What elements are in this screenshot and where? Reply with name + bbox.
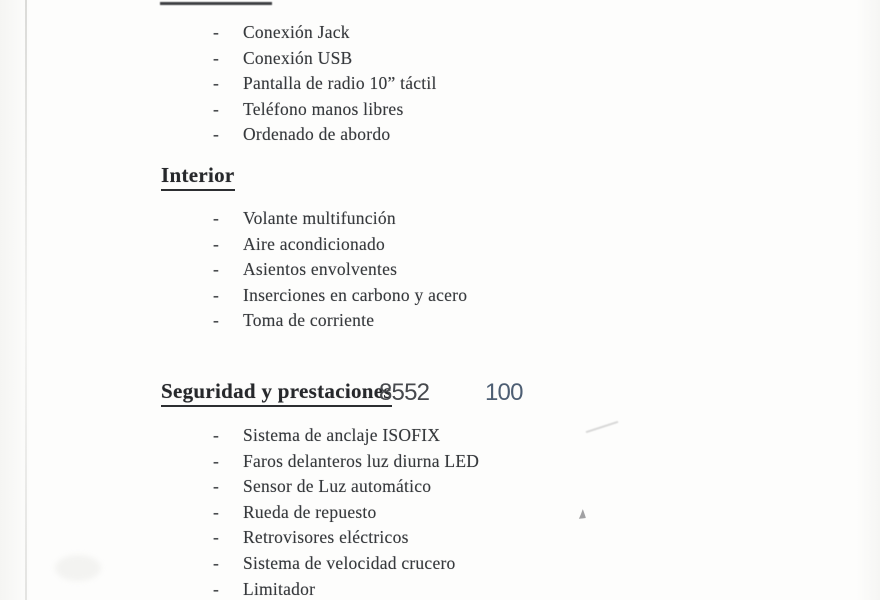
list-item [213,257,467,283]
bullet-dash: - [213,124,220,145]
list-item-text: Limitador [243,578,316,599]
scan-edge-line-artifact [25,0,27,600]
list-item-text: Retrovisores eléctricos [243,527,409,548]
bullet-dash: - [213,98,220,119]
list-item [213,283,467,309]
list-item-text: Asientos envolventes [243,259,398,280]
bullet-dash: - [213,284,220,305]
overlay-number-8552: 8552 [379,379,430,406]
list-item-text: Sistema de velocidad crucero [243,552,456,573]
bullet-dash: - [213,578,220,599]
scan-smudge-speck [578,509,586,519]
section-heading-seguridad-y-prestaciones: Seguridad y prestaciones [161,378,392,407]
list-item [213,122,437,148]
bullet-dash: - [213,450,220,471]
list-item [213,474,479,500]
bullet-dash: - [213,73,220,94]
list-item [213,577,479,602]
list-item [213,206,467,232]
list-item [213,71,437,97]
list-item-text: Conexión Jack [243,22,350,42]
section-heading-interior: Interior [161,162,235,191]
feature-list-top [213,20,437,148]
overlay-number-100: 100 [485,379,523,406]
list-item [213,97,437,123]
bullet-dash: - [213,501,220,522]
feature-list-interior [213,206,467,334]
list-item-text: Sistema de anclaje ISOFIX [243,425,441,445]
list-item-text: Pantalla de radio 10” táctil [243,73,437,94]
bullet-dash: - [213,208,220,228]
list-item [213,308,467,334]
list-item-text: Faros delanteros luz diurna LED [243,450,480,471]
bullet-dash: - [213,22,220,42]
list-item-text: Conexión USB [243,47,353,68]
bullet-dash: - [213,47,220,68]
bullet-dash: - [213,476,220,497]
list-item [213,232,467,258]
list-item [213,500,479,526]
feature-list-seguridad [213,423,479,602]
list-item [213,449,479,475]
list-item-text: Aire acondicionado [243,233,386,254]
scan-right-shading [852,0,880,600]
bullet-dash: - [213,233,220,254]
list-item [213,46,437,72]
list-item-text: Rueda de repuesto [243,501,377,522]
scan-smudge-blotch [55,555,101,581]
cut-off-heading-underline [160,2,272,5]
bullet-dash: - [213,259,220,280]
bullet-dash: - [213,310,220,331]
list-item-text: Inserciones en carbono y acero [243,284,468,305]
list-item-text: Ordenado de abordo [243,124,391,145]
scan-smudge-line [586,421,619,433]
list-item [213,20,437,46]
list-item [213,551,479,577]
list-item-text: Volante multifunción [243,208,396,228]
list-item [213,423,479,449]
bullet-dash: - [213,425,220,445]
list-item-text: Sensor de Luz automático [243,476,432,497]
bullet-dash: - [213,552,220,573]
list-item [213,525,479,551]
scan-left-shading [0,0,34,600]
bullet-dash: - [213,527,220,548]
list-item-text: Toma de corriente [243,310,375,331]
list-item-text: Teléfono manos libres [243,98,404,119]
